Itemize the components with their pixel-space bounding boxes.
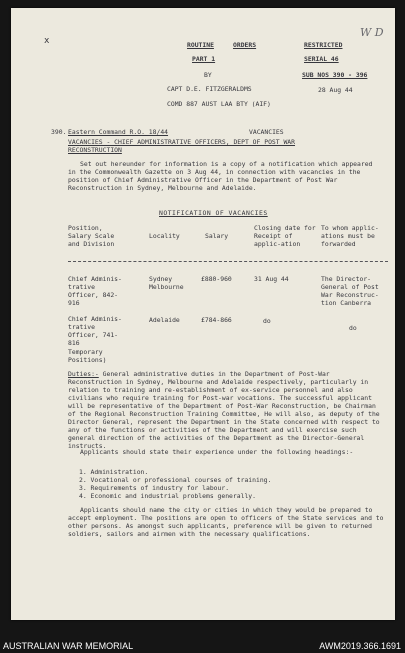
top-mark: x: [44, 36, 50, 46]
header-orders: ORDERS: [233, 41, 257, 49]
footer-accession-number: AWM2019.366.1691: [319, 641, 401, 651]
header-commander: CAPT D.E. FITZGERALDMS: [167, 85, 252, 93]
list-item: 1. Administration.: [79, 468, 149, 476]
order-subject-line-2: RECONSTRUCTION: [68, 146, 122, 154]
order-intro-paragraph: Set out hereunder for information is a copy of a notification which appeared in the Commonwealth Gazette on 3 Aug 44, in connection with vacancies in the position of Chief Administrative Officer in the Department of Post War Reconstruction in Sydney, Melbourne and Adelaide.: [68, 160, 373, 192]
footer-institution: AUSTRALIAN WAR MEMORIAL: [3, 641, 134, 651]
table-header-rule: [68, 261, 388, 262]
header-sub-nos: SUB NOS 390 - 396: [302, 71, 368, 79]
list-item: 4. Economic and industrial problems generally.: [79, 492, 256, 500]
duties-label: Duties:-: [68, 370, 99, 378]
table-cell-position: Chief Adminis-trative Officer, 842-916: [68, 275, 122, 307]
header-date: 28 Aug 44: [318, 86, 353, 94]
table-cell-locality: Adelaide: [149, 316, 180, 324]
table-cell-position: Chief Adminis-trative Officer, 741-816: [68, 315, 122, 347]
list-item: 3. Requirements of industry for labour.: [79, 484, 230, 492]
experience-headings-list: [79, 468, 379, 500]
header-by: BY: [204, 71, 212, 79]
applicants-intro: Applicants should state their experience under the following headings:-: [80, 448, 354, 456]
header-restricted: RESTRICTED: [304, 41, 343, 49]
notification-title: NOTIFICATION OF VACANCIES: [159, 209, 268, 217]
table-header-salary: Salary: [205, 232, 229, 240]
header-serial: SERIAL 46: [304, 55, 339, 63]
order-number: 390.: [51, 128, 67, 136]
table-note: Temporary Positions): [68, 348, 107, 364]
table-cell-closing-date: do: [263, 317, 271, 325]
header-unit: COMD 887 AUST LAA BTY (AIF): [167, 100, 271, 108]
table-header-closing-date: Closing date for Receipt of applic-ation: [254, 224, 316, 248]
table-cell-forward-to: The Director-General of Post War Reconstruc-tion Canberra: [321, 275, 379, 307]
table-cell-locality: Sydney Melbourne: [149, 275, 184, 291]
table-header-locality: Locality: [149, 232, 180, 240]
list-item: 2. Vocational or professional courses of training.: [79, 476, 272, 484]
order-subject-line-1: VACANCIES - CHIEF ADMINISTRATIVE OFFICERS, DEPT OF POST WAR: [68, 138, 296, 146]
header-part: PART 1: [192, 55, 216, 63]
handwritten-reference: W D: [360, 26, 384, 39]
duties-text: General administrative duties in the Department of Post-War Reconstruction in Sydney, Melbourne and Adelaide respectively, particularly in relation to training and re-establishment of ex-service personnel and also civilians who require training for Post-war vocations. The successful applicant will be representative of the Department of Post-War Reconstruction, be Chairman of the Regional Reconstruction Training Committee, He will also, as deputy of the Director General, represent the Department in the State concerned with respect to any of the functions or activities of the Department and will exercise such general direction of the activities of the Department as the Director-General instructs.: [68, 370, 380, 450]
table-cell-salary: £784-866: [201, 316, 232, 324]
closing-paragraph: Applicants should name the city or cities in which they would be prepared to accept employment. The positions are open to officers of the State services and to other persons. As amongst such applicants, preference will be given to returned soldiers, sailors and airmen with the necessary qualifications.: [68, 506, 384, 538]
header-routine: ROUTINE: [187, 41, 214, 49]
order-reference: Eastern Command R.O. 18/44: [68, 128, 169, 136]
table-cell-salary: £880-960: [201, 275, 232, 283]
order-section-title: VACANCIES: [249, 128, 284, 136]
table-header-forward-to: To whom applic-ations must be forwarded: [321, 224, 379, 248]
duties-paragraph: [68, 370, 386, 450]
document-page: [11, 8, 395, 620]
archive-footer: [0, 640, 405, 653]
table-cell-closing-date: 31 Aug 44: [254, 275, 289, 283]
table-header-position: Position, Salary Scale and Division: [68, 224, 115, 248]
table-cell-forward-to: do: [349, 324, 357, 332]
